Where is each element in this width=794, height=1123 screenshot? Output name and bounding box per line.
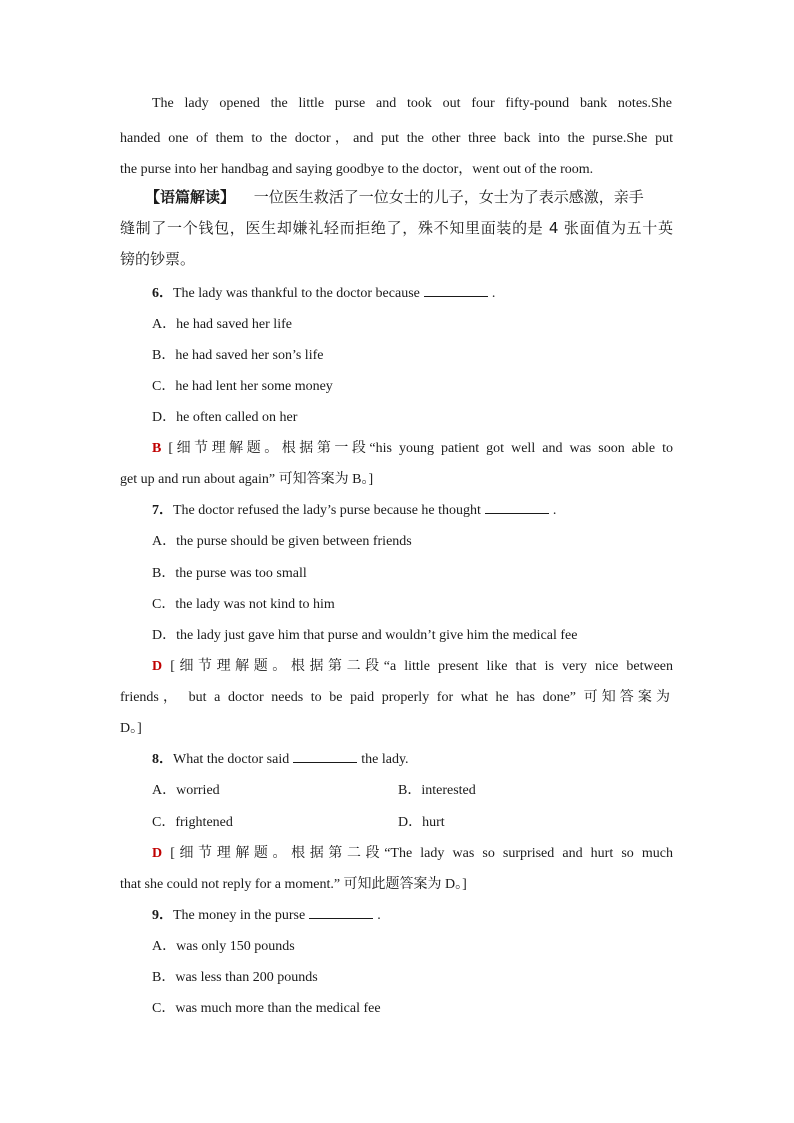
- option-text: worried: [176, 783, 220, 798]
- option-text: was only 150 pounds: [176, 939, 295, 954]
- option-letter: A．: [152, 317, 177, 332]
- option: [152, 406, 297, 426]
- option-letter: D．: [398, 815, 423, 830]
- option: [398, 811, 445, 831]
- explanation-text: [细节理解题。根据第二段“a little present like that is very nice between: [170, 659, 673, 674]
- question-text: The lady was thankful to the doctor because: [173, 286, 420, 301]
- option-letter: C．: [152, 597, 176, 612]
- option-letter: A．: [152, 534, 177, 549]
- answer-letter: D: [152, 846, 163, 861]
- option-text: was less than 200 pounds: [175, 970, 318, 985]
- option-text: the lady was not kind to him: [175, 597, 335, 612]
- question-text-end: .: [552, 503, 557, 518]
- question-number: 8．: [152, 752, 173, 767]
- option-letter: A．: [152, 783, 177, 798]
- answer-blank: [424, 295, 488, 297]
- passage-line: handed one of them to the doctor，and put the other three back into the purse.She put: [120, 131, 673, 146]
- option-text: frightened: [175, 815, 233, 830]
- answer-blank: [485, 512, 549, 514]
- option-row: [152, 811, 652, 831]
- explanation-text: [细节理解题。根据第一段“his young patient got well and was soon able to: [168, 441, 674, 456]
- explanation-line: that she could not reply for a moment.” 可知此题答案为 D。]: [120, 877, 467, 892]
- option-text: the lady just gave him that purse and wouldn’t give him the medical fee: [176, 628, 578, 643]
- passage-line: the purse into her handbag and saying goodbye to the doctor，went out of the room.: [120, 162, 594, 177]
- question-number: 7．: [152, 503, 173, 518]
- question-text: What the doctor said: [173, 752, 290, 767]
- option-letter: D．: [152, 410, 177, 425]
- option-text: hurt: [422, 815, 445, 830]
- summary-text: 一位医生救活了一位女士的儿子，女士为了表示感激，亲手: [253, 188, 644, 206]
- question-stem: [152, 282, 495, 302]
- question-text: The money in the purse: [173, 908, 306, 923]
- question-stem: [152, 499, 556, 519]
- option: [152, 997, 381, 1017]
- question-text-end: .: [377, 908, 381, 923]
- option-letter: B．: [152, 348, 176, 363]
- option: [152, 624, 577, 644]
- option-text: he had lent her some money: [175, 379, 333, 394]
- summary-line: [145, 186, 644, 207]
- option-text: the purse was too small: [175, 566, 307, 581]
- question-number: 6．: [152, 286, 173, 301]
- explanation-line: [152, 655, 673, 675]
- answer-blank: [309, 917, 373, 919]
- option: [152, 935, 295, 955]
- option: [152, 530, 412, 550]
- summary-tag: 【语篇解读】: [145, 188, 236, 206]
- option: [152, 562, 307, 582]
- option-row: [152, 779, 652, 799]
- option-letter: C．: [152, 1001, 176, 1016]
- explanation-line: D。]: [120, 721, 142, 736]
- explanation-line: get up and run about again” 可知答案为 B。]: [120, 472, 374, 487]
- question-text-end: the lady.: [361, 752, 409, 767]
- option: [152, 966, 318, 986]
- option-text: he had saved her son’s life: [175, 348, 324, 363]
- question-stem: [152, 748, 409, 768]
- question-stem: [152, 904, 381, 924]
- option-text: he had saved her life: [176, 317, 292, 332]
- option-letter: C．: [152, 379, 176, 394]
- summary-line: 缝制了一个钱包，医生却嫌礼轻而拒绝了，殊不知里面装的是 4 张面值为五十英: [120, 219, 673, 237]
- answer-blank: [293, 761, 357, 763]
- option-letter: B．: [152, 970, 176, 985]
- option-text: the purse should be given between friends: [176, 534, 412, 549]
- question-text-end: .: [491, 286, 496, 301]
- question-text: The doctor refused the lady’s purse because he thought: [173, 503, 481, 518]
- option-text: he often called on her: [176, 410, 298, 425]
- option: [152, 375, 333, 395]
- passage-line: The lady opened the little purse and took out four fifty-pound bank notes.She: [152, 96, 672, 111]
- option-letter: C．: [152, 815, 176, 830]
- explanation-line: [152, 842, 673, 862]
- answer-letter: D: [152, 659, 163, 674]
- option: [398, 779, 476, 799]
- option-letter: D．: [152, 628, 177, 643]
- question-number: 9．: [152, 908, 173, 923]
- option-letter: A．: [152, 939, 177, 954]
- explanation-line: [152, 437, 673, 457]
- summary-line: 镑的钞票。: [120, 250, 196, 268]
- option: [152, 593, 335, 613]
- option-letter: B．: [152, 566, 176, 581]
- option: [152, 344, 323, 364]
- explanation-text: [细节理解题。根据第二段“The lady was so surprised and hurt so much: [170, 846, 673, 861]
- answer-letter: B: [152, 441, 162, 456]
- option-letter: B．: [398, 783, 422, 798]
- option: [152, 313, 292, 333]
- option-text: interested: [421, 783, 476, 798]
- option-text: was much more than the medical fee: [175, 1001, 381, 1016]
- explanation-line: friends， but a doctor needs to be paid properly for what he has done” 可知答案为: [120, 690, 670, 705]
